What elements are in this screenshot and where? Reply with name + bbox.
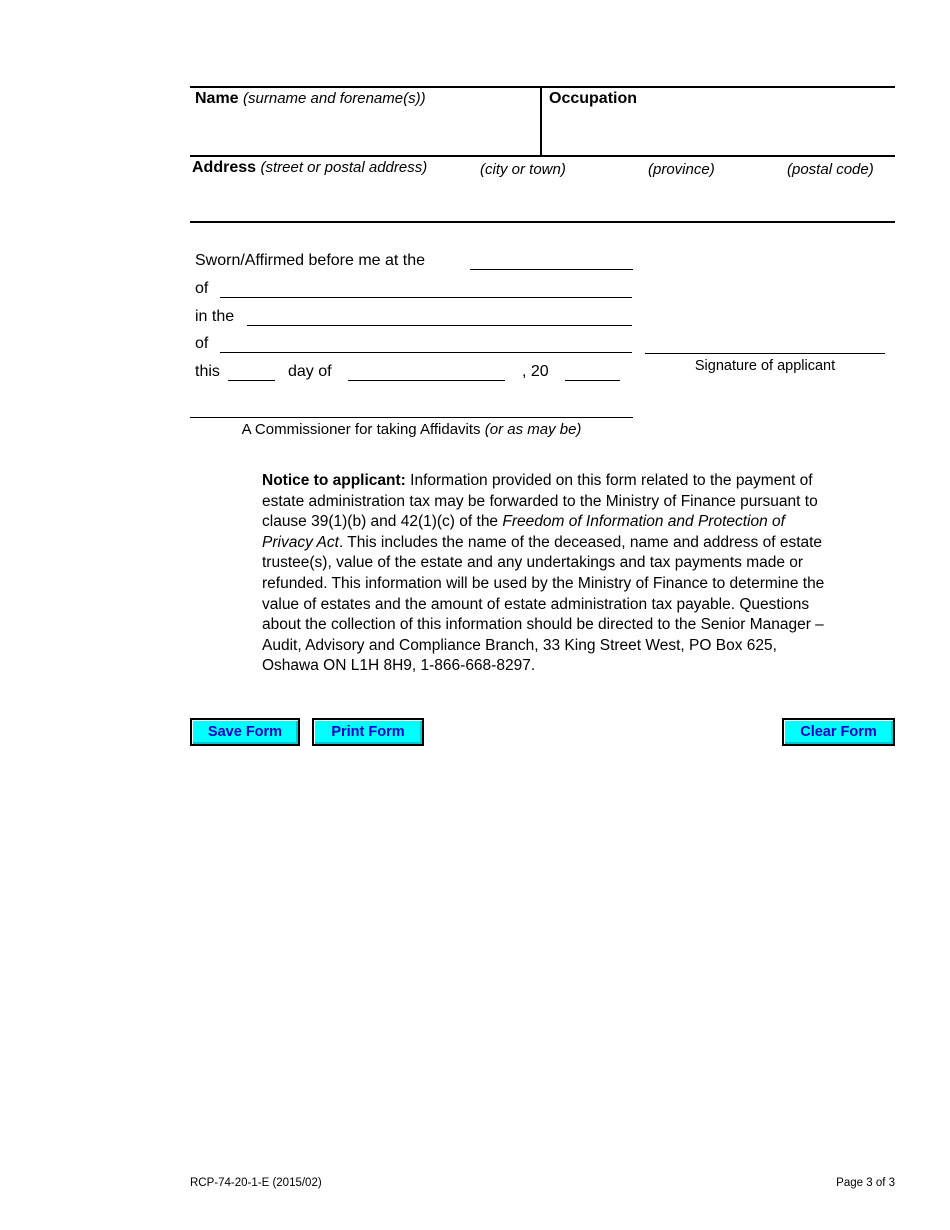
notice-to-applicant <box>262 471 827 677</box>
month-field[interactable] <box>348 361 505 381</box>
notice-lead: Notice to applicant: <box>262 472 406 489</box>
address-hint: (street or postal address) <box>260 159 428 176</box>
year-field[interactable] <box>565 361 620 381</box>
address-label-text: Address <box>192 159 257 176</box>
province-hint: (province) <box>648 161 715 178</box>
form-number: RCP-74-20-1-E (2015/02) <box>190 1177 322 1189</box>
applicant-signature-field[interactable] <box>645 334 885 354</box>
this-label: this <box>195 363 220 380</box>
comma-20-label: , 20 <box>522 363 549 380</box>
notice-segment-1: Information provided on this form related to the payment of estate administration tax may be forwarded to the Ministry of Finance pursuant to clause 39(1)(b) and 42(1)(c) of the <box>262 472 818 531</box>
of-2-label: of <box>195 335 209 352</box>
notice-act-title: Freedom of Information and Protection of Privacy Act <box>262 513 785 551</box>
notice-segment-2: . This includes the name of the deceased, name and address of estate trustee(s), value of the estate and any undertakings and tax payments made or refunded. This information will be used by the Ministry of Finance to determine the value of estates and the amount of estate administration tax payable. Questions about the collection of this information should be directed to the Senior Manager – Audit, Advisory and Compliance Branch, 33 King Street West, PO Box 625, Oshawa ON L1H 8H9, 1-866-668-8297. <box>262 533 825 675</box>
address-postal-field[interactable] <box>787 182 892 218</box>
commissioner-caption-hint: (or as may be) <box>484 421 582 438</box>
commissioner-signature-field[interactable] <box>190 398 633 418</box>
print-form-button[interactable]: Print Form <box>312 718 424 746</box>
name-hint: (surname and forename(s)) <box>243 90 426 107</box>
postal-code-hint: (postal code) <box>787 161 874 178</box>
occupation-field[interactable] <box>548 112 892 150</box>
of-2-field[interactable] <box>220 333 632 353</box>
name-field[interactable] <box>195 112 537 150</box>
commissioner-caption-text: A Commissioner for taking Affidavits <box>241 421 481 438</box>
name-label-text: Name <box>195 90 239 107</box>
day-field[interactable] <box>228 361 275 381</box>
table-column-divider <box>540 86 542 157</box>
in-the-field[interactable] <box>247 306 632 326</box>
address-city-field[interactable] <box>480 182 642 218</box>
save-form-button[interactable]: Save Form <box>190 718 300 746</box>
occupation-label: Occupation <box>549 90 638 107</box>
day-of-label: day of <box>288 363 332 380</box>
table-top-rule <box>190 86 895 88</box>
sworn-place-field[interactable] <box>470 250 633 270</box>
of-1-label: of <box>195 280 209 297</box>
commissioner-caption <box>190 421 633 438</box>
table-bottom-rule <box>190 221 895 223</box>
city-hint: (city or town) <box>480 161 566 178</box>
page-number: Page 3 of 3 <box>836 1177 895 1189</box>
sworn-prefix-label: Sworn/Affirmed before me at the <box>195 252 426 269</box>
in-the-label: in the <box>195 308 235 325</box>
address-label <box>192 159 427 177</box>
clear-form-button[interactable]: Clear Form <box>782 718 895 746</box>
signature-caption: Signature of applicant <box>694 358 836 374</box>
address-street-field[interactable] <box>192 182 476 218</box>
name-label <box>195 90 426 108</box>
address-province-field[interactable] <box>648 182 782 218</box>
of-1-field[interactable] <box>220 278 632 298</box>
table-middle-rule <box>190 155 895 157</box>
